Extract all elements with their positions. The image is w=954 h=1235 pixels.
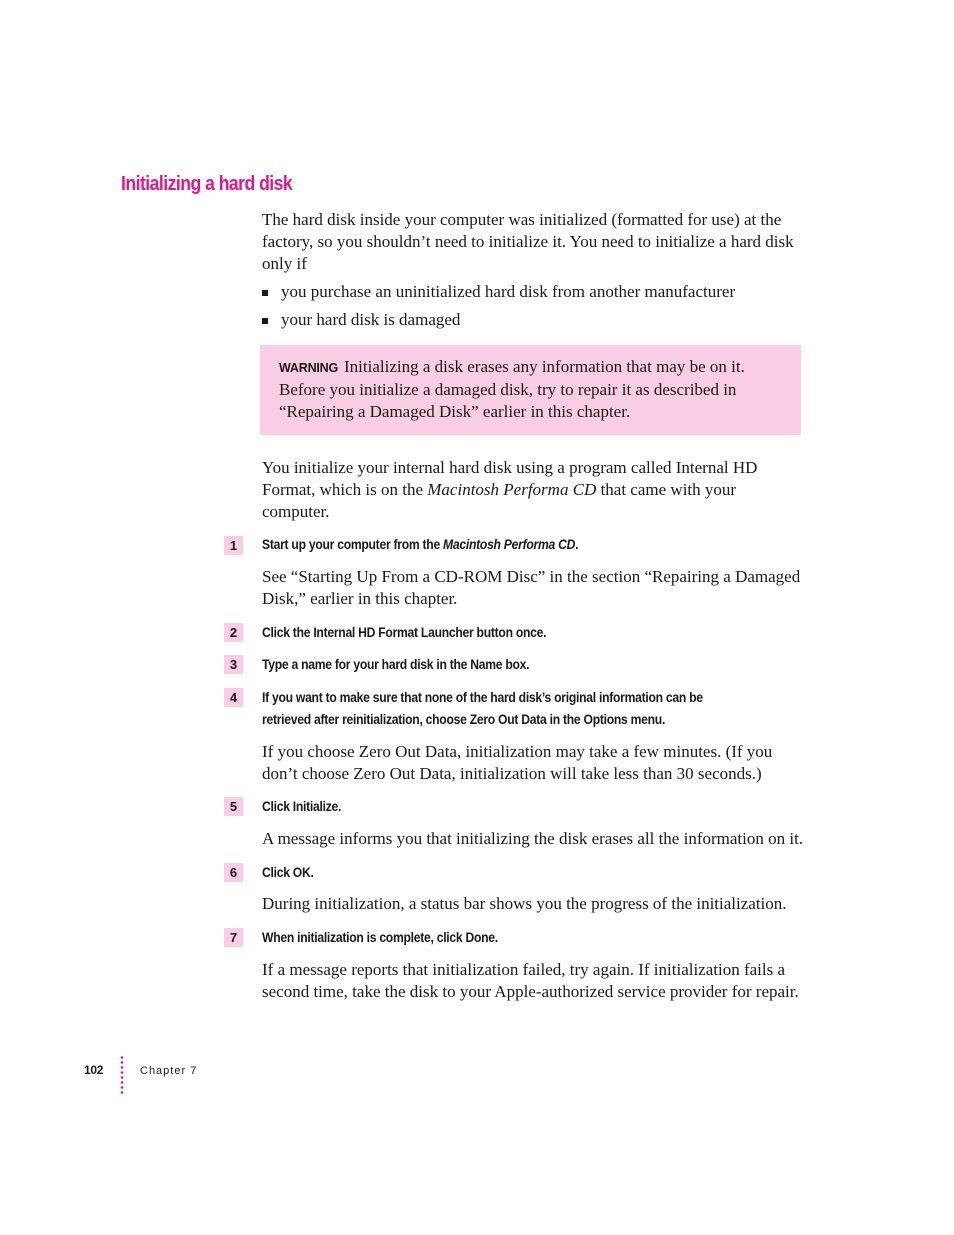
- step-text-after: .: [575, 537, 579, 552]
- warning-body: Initializing a disk erases any information that may be on it. Before you initialize a damaged disk, try to repair it as described in “Repairing a Damaged Disk” earlier in this chapter.: [279, 357, 745, 421]
- step-cd-title: Macintosh Performa CD: [443, 537, 576, 552]
- step-note: See “Starting Up From a CD-ROM Disc” in the section “Repairing a Damaged Disk,” earlier in this chapter.: [262, 567, 801, 608]
- bullet-text: your hard disk is damaged: [281, 310, 461, 329]
- step-instruction: Type a name for your hard disk in the Name box.: [262, 657, 530, 672]
- step-number: 4: [224, 688, 243, 707]
- step-number: 3: [224, 655, 243, 674]
- step-instruction: Click Initialize.: [262, 799, 342, 814]
- step-number: 6: [224, 863, 243, 882]
- step-number: 5: [224, 797, 243, 816]
- chapter-label: Chapter 7: [140, 1065, 198, 1077]
- bullet-square-icon: [262, 318, 268, 324]
- section-title: Initializing a hard disk: [121, 173, 293, 195]
- step-note: During initialization, a status bar shows you the progress of the initialization.: [262, 894, 787, 913]
- bullet-text: you purchase an uninitialized hard disk from another manufacturer: [281, 282, 736, 301]
- step-note: A message informs you that initializing the disk erases all the information on it.: [262, 829, 804, 848]
- page-number: 102: [84, 1063, 104, 1077]
- cd-title: Macintosh Performa CD: [427, 480, 597, 499]
- step-instruction: [262, 534, 766, 556]
- program-paragraph: [262, 457, 807, 523]
- step-instruction: Click the Internal HD Format Launcher button once.: [262, 625, 547, 640]
- step-number: 2: [224, 623, 243, 642]
- bullet-square-icon: [262, 290, 268, 296]
- warning-box: [260, 345, 801, 435]
- warning-text: [279, 356, 789, 423]
- program-text-after: that came with your computer.: [262, 480, 737, 521]
- dotted-divider: [120, 1055, 124, 1095]
- step-number: 1: [224, 536, 243, 555]
- step-instruction: If you want to make sure that none of the hard disk’s original information can be retrieved after reinitialization, choose Zero Out Data in the Options menu.: [262, 690, 703, 727]
- step-number: 7: [224, 928, 243, 947]
- step-instruction: When initialization is complete, click Done.: [262, 930, 498, 945]
- warning-label: WARNING: [279, 361, 339, 375]
- step-note: If you choose Zero Out Data, initialization may take a few minutes. (If you don’t choose Zero Out Data, initialization will take less than 30 seconds.): [262, 742, 773, 783]
- step-instruction: Click OK.: [262, 865, 314, 880]
- intro-paragraph: The hard disk inside your computer was initialized (formatted for use) at the factory, so you shouldn’t need to initialize it. You need to initialize a hard disk only if: [262, 210, 794, 273]
- program-text-before: You initialize your internal hard disk using a program called Internal HD Format, which is on the: [262, 458, 758, 499]
- step-note: If a message reports that initialization failed, try again. If initialization fails a second time, take the disk to your Apple-authorized service provider for repair.: [262, 960, 799, 1001]
- step-text-before: Start up your computer from the: [262, 537, 444, 552]
